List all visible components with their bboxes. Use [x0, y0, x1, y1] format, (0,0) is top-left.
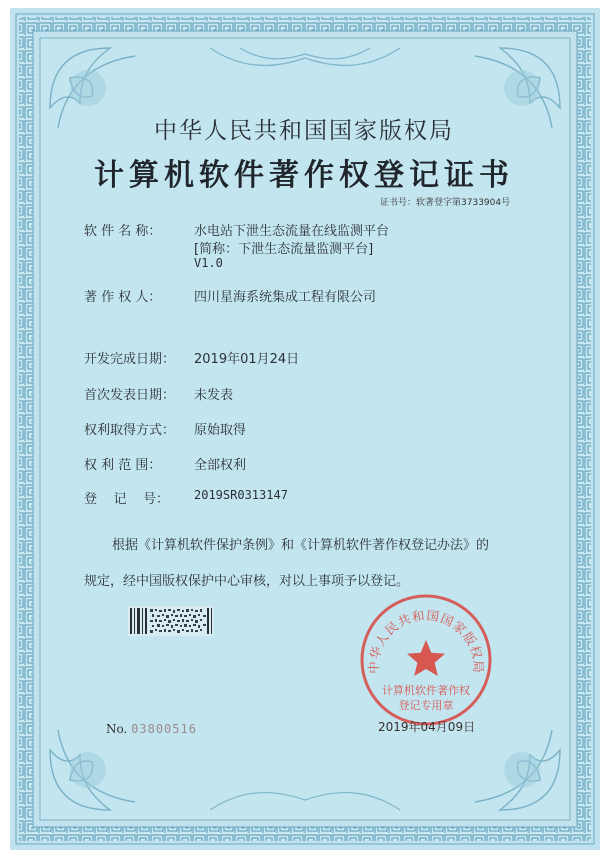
scope-label: 权 利 范 围： — [84, 458, 162, 473]
software-name-row — [84, 220, 390, 239]
issue-date: 2019年04月09日 — [378, 720, 476, 734]
registration-number-row — [84, 488, 288, 507]
software-short-name: [简称：下泄生态流量监测平台] — [194, 242, 374, 257]
certificate-number-value: 软著登字第3733904号 — [416, 198, 511, 208]
dev-date-row — [84, 348, 300, 367]
certificate-number — [380, 195, 510, 208]
registration-number-value: 2019SR0313147 — [194, 488, 288, 502]
owner-row — [84, 286, 377, 305]
publish-date-label: 首次发表日期： — [84, 388, 176, 403]
scope-value: 全部权利 — [194, 458, 247, 473]
dev-date-value: 2019年01月24日 — [194, 352, 300, 367]
registration-number-label: 登 记 号： — [84, 492, 170, 507]
software-name-label: 软 件 名 称： — [84, 224, 162, 239]
seal-ring-text: 中华人民共和国国家版权局 — [365, 607, 487, 674]
body-text-line-1: 根据《计算机软件保护条例》和《计算机软件著作权登记办法》的 — [112, 538, 490, 553]
certificate-title: 计算机软件著作权登记证书 — [94, 158, 514, 193]
seal-line-2: 登记专用章 — [398, 699, 454, 712]
serial-number — [106, 722, 197, 736]
scope-row — [84, 454, 247, 473]
publish-date-row — [84, 384, 234, 403]
owner-value: 四川星海系统集成工程有限公司 — [194, 290, 377, 305]
acquire-value: 原始取得 — [194, 423, 247, 438]
software-name-value: 水电站下泄生态流量在线监测平台 — [194, 224, 390, 239]
certificate-number-label: 证书号： — [380, 198, 417, 208]
barcode-image — [128, 606, 214, 636]
owner-label: 著 作 权 人： — [84, 290, 162, 305]
dev-date-label: 开发完成日期： — [84, 352, 176, 367]
issuing-authority: 中华人民共和国国家版权局 — [154, 118, 454, 144]
seal-star-icon — [407, 640, 445, 676]
serial-number-label: No. — [106, 722, 128, 736]
serial-number-value: 03800516 — [131, 722, 197, 736]
body-text-line-2: 规定，经中国版权保护中心审核，对以上事项予以登记。 — [84, 574, 410, 589]
acquire-row — [84, 419, 247, 438]
publish-date-value: 未发表 — [194, 388, 234, 403]
software-version: V1.0 — [194, 256, 223, 270]
seal-line-1: 计算机软件著作权 — [382, 684, 470, 697]
official-seal — [356, 590, 496, 730]
acquire-label: 权利取得方式： — [84, 423, 176, 438]
